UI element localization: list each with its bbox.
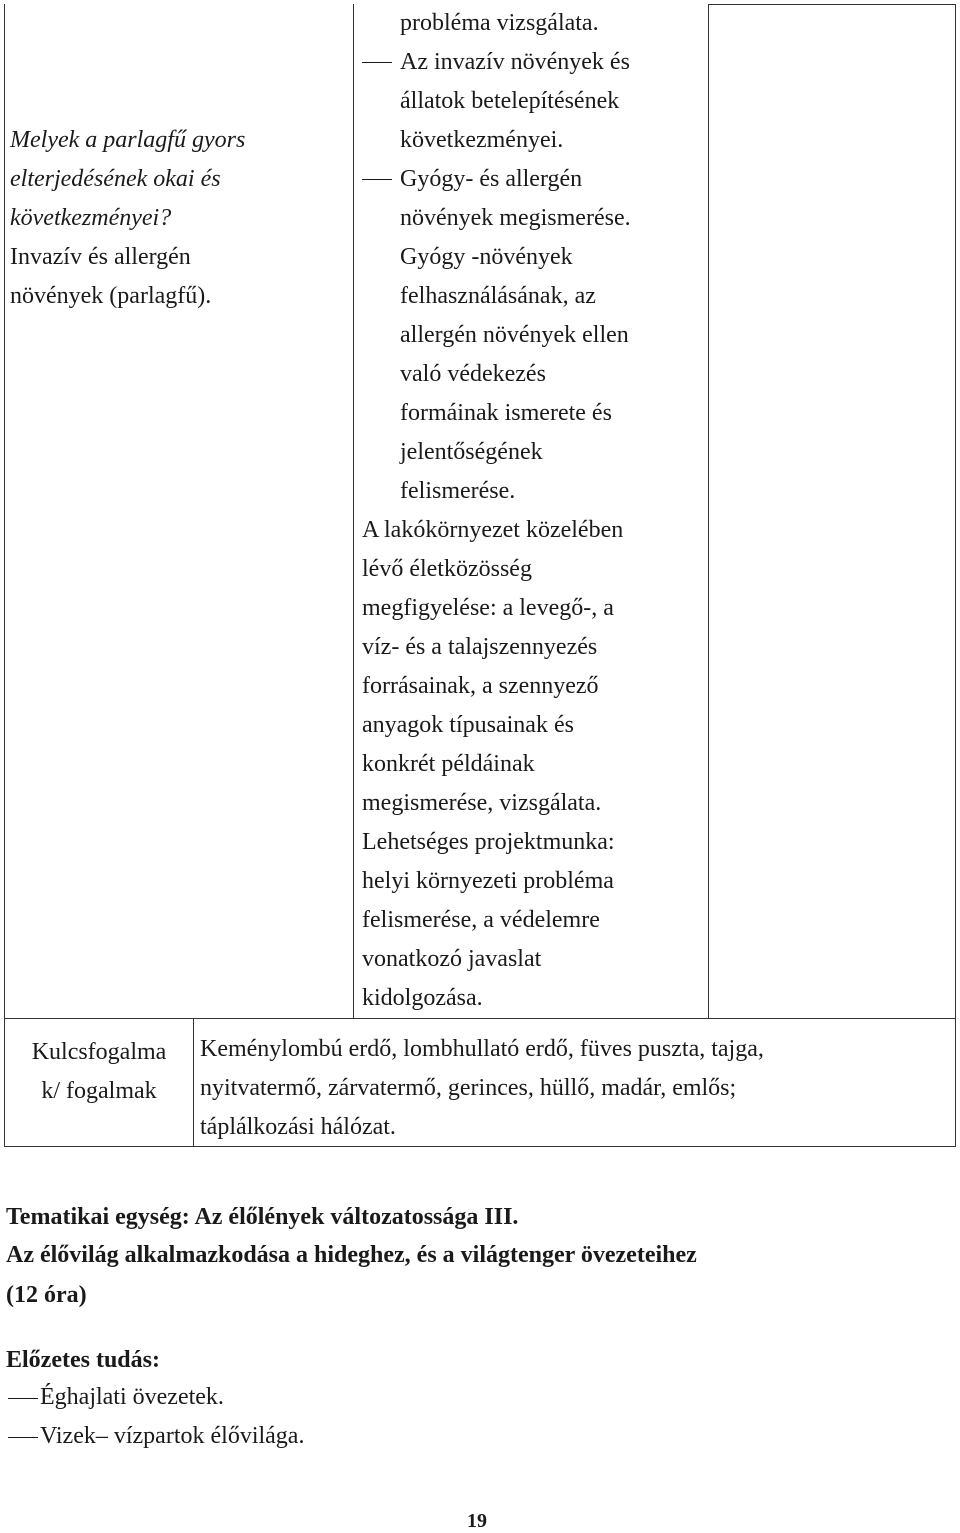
activity-line: Gyógy- és allergén xyxy=(400,166,583,192)
dash-bullet xyxy=(362,62,392,63)
topic-question-line: elterjedésének okai és xyxy=(10,166,221,192)
prior-knowledge-item: Éghajlati övezetek. xyxy=(40,1384,224,1410)
topic-name-line: növények (parlagfű). xyxy=(10,283,212,309)
activity-line: megismerése, vizsgálata. xyxy=(362,790,602,816)
dash-bullet xyxy=(8,1437,38,1438)
topic-question-line: következményei? xyxy=(10,205,172,231)
activity-line: helyi környezeti probléma xyxy=(362,868,614,894)
activity-line: formáinak ismerete és xyxy=(400,400,612,426)
activity-line: konkrét példáinak xyxy=(362,751,535,777)
activity-line: felismerése, a védelemre xyxy=(362,907,600,933)
activity-line: következményei. xyxy=(400,127,564,153)
key-concepts-label: k/ fogalmak xyxy=(41,1078,157,1104)
activity-line: állatok betelepítésének xyxy=(400,88,620,114)
section-title: Tematikai egység: Az élőlények változatossága III. xyxy=(6,1204,519,1230)
key-concepts-line: táplálkozási hálózat. xyxy=(200,1114,396,1140)
prior-knowledge-heading: Előzetes tudás: xyxy=(6,1347,160,1373)
activity-line: Az invazív növények és xyxy=(400,49,630,75)
activity-line: jelentőségének xyxy=(400,439,543,465)
dash-bullet xyxy=(8,1398,38,1399)
activity-line: megfigyelése: a levegő-, a xyxy=(362,595,614,621)
activity-line: allergén növények ellen xyxy=(400,322,629,348)
activity-line: Lehetséges projektmunka: xyxy=(362,829,615,855)
key-concepts-line: nyitvatermő, zárvatermő, gerinces, hüllő, madár, emlős; xyxy=(200,1075,737,1101)
activity-line: probléma vizsgálata. xyxy=(400,10,599,36)
prior-knowledge-item: Vizek– vízpartok élővilága. xyxy=(40,1423,305,1449)
topic-name-line: Invazív és allergén xyxy=(10,244,191,270)
activity-line: vonatkozó javaslat xyxy=(362,946,542,972)
key-concepts-label: Kulcsfogalma xyxy=(31,1039,167,1065)
activity-line: lévő életközösség xyxy=(362,556,532,582)
activity-line: való védekezés xyxy=(400,361,546,387)
section-subtitle: Az élővilág alkalmazkodása a hideghez, és a világtenger övezeteihez xyxy=(6,1242,697,1268)
section-hours: (12 óra) xyxy=(6,1282,87,1308)
activity-line: felhasználásának, az xyxy=(400,283,596,309)
activity-line: A lakókörnyezet közelében xyxy=(362,517,624,543)
key-concepts-line: Keménylombú erdő, lombhullató erdő, füves puszta, tajga, xyxy=(200,1036,764,1062)
activity-line: Gyógy -növények xyxy=(400,244,573,270)
activity-line: forrásainak, a szennyező xyxy=(362,673,599,699)
topic-question-line: Melyek a parlagfű gyors xyxy=(10,127,246,153)
dash-bullet xyxy=(362,179,392,180)
page-number: 19 xyxy=(467,1510,487,1532)
activity-line: anyagok típusainak és xyxy=(362,712,574,738)
activity-line: víz- és a talajszennyezés xyxy=(362,634,598,660)
activity-line: felismerése. xyxy=(400,478,516,504)
activity-line: kidolgozása. xyxy=(362,985,483,1011)
activity-line: növények megismerése. xyxy=(400,205,631,231)
